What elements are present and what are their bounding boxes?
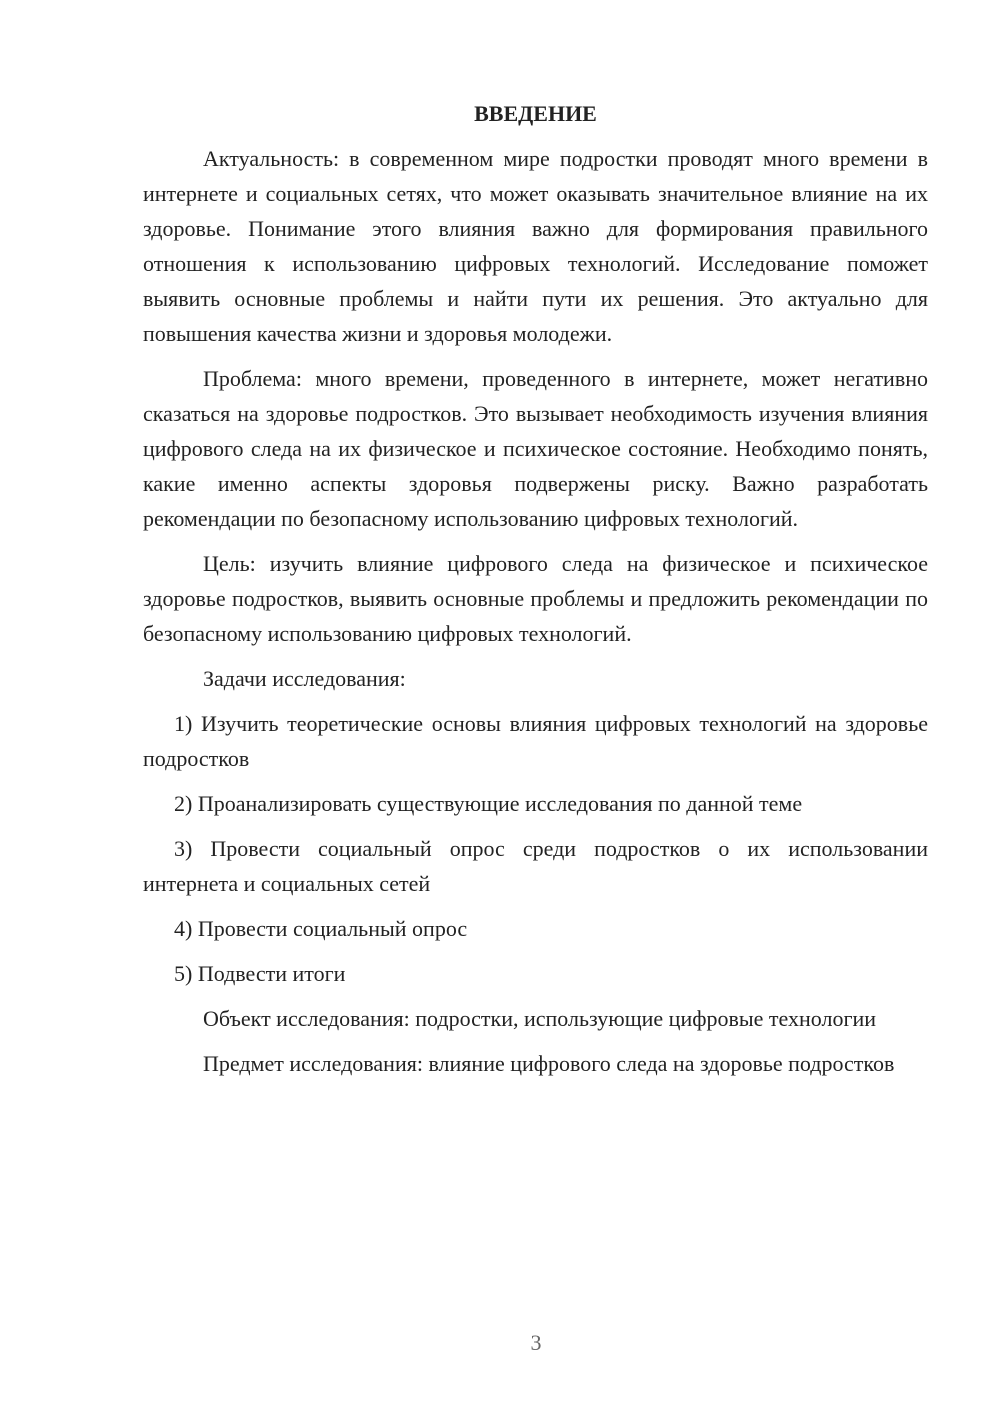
task-item-3: 3) Провести социальный опрос среди подростков о их использовании интернета и социальных сетей	[143, 836, 928, 896]
paragraph-relevance: Актуальность: в современном мире подростки проводят много времени в интернете и социальных сетях, что может оказывать значительное влияние на их здоровье. Понимание этого влияния важно для формирования правильного отношения к использованию цифровых технологий. Исследование поможет выявить основные проблемы и найти пути их решения. Это актуально для повышения качества жизни и здоровья молодежи.	[143, 146, 928, 346]
page-number: 3	[530, 1330, 542, 1355]
task-item-5: 5) Подвести итоги	[174, 961, 346, 986]
paragraph-goal: Цель: изучить влияние цифрового следа на физическое и психическое здоровье подростков, выявить основные проблемы и предложить рекомендации по безопасному использованию цифровых технологий.	[143, 551, 928, 646]
page-title: ВВЕДЕНИЕ	[474, 101, 597, 126]
page-content	[143, 96, 928, 1091]
task-item-1: 1) Изучить теоретические основы влияния цифровых технологий на здоровье подростков	[143, 711, 928, 771]
paragraph-subject: Предмет исследования: влияние цифрового следа на здоровье подростков	[203, 1051, 895, 1076]
paragraph-object: Объект исследования: подростки, использующие цифровые технологии	[203, 1006, 877, 1031]
paragraph-problem: Проблема: много времени, проведенного в интернете, может негативно сказаться на здоровье подростков. Это вызывает необходимость изучения влияния цифрового следа на их физическое и психическое состояние. Необходимо понять, какие именно аспекты здоровья подвержены риску. Важно разработать рекомендации по безопасному использованию цифровых технологий.	[143, 366, 928, 531]
tasks-heading: Задачи исследования:	[203, 666, 406, 691]
task-item-2: 2) Проанализировать существующие исследования по данной теме	[174, 791, 803, 816]
task-item-4: 4) Провести социальный опрос	[174, 916, 468, 941]
